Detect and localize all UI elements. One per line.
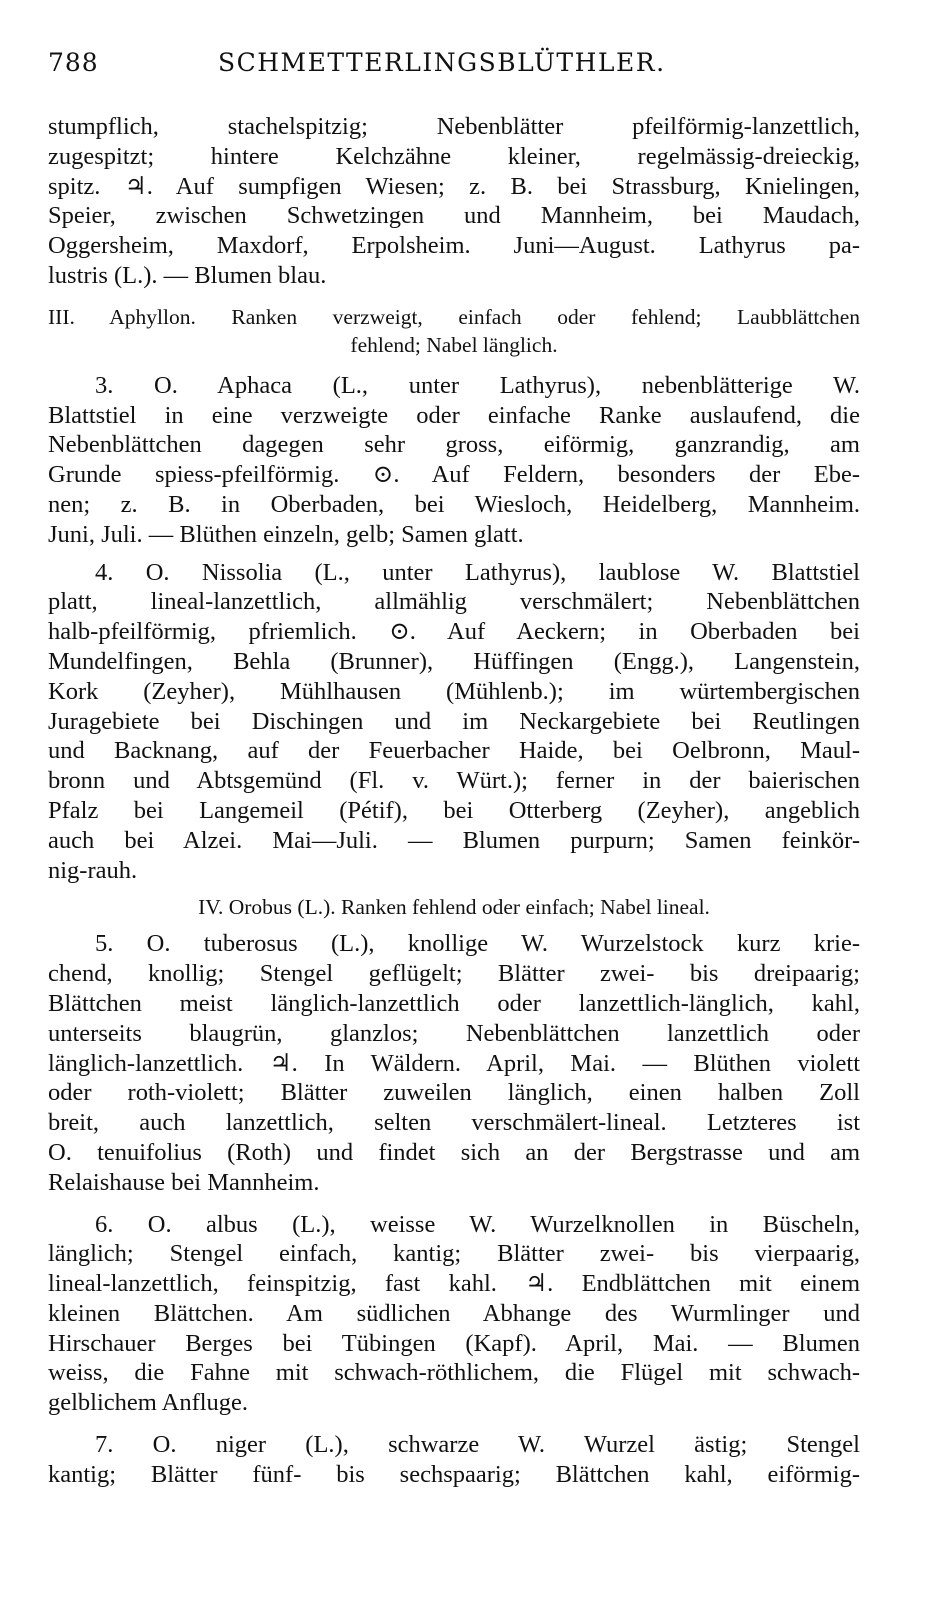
text-line: chend, knollig; Stengel geflügelt; Blätter zwei- bis dreipaarig; — [48, 960, 860, 988]
text-line: Relaishause bei Mannheim. — [48, 1168, 320, 1196]
text-line: Blättchen meist länglich-lanzettlich oder lanzettlich-länglich, kahl, — [48, 989, 860, 1017]
text-line: III. Aphyllon. Ranken verzweigt, einfach oder fehlend; Laubblättchen — [48, 304, 860, 329]
text-line: 6. O. albus (L.), weisse W. Wurzelknollen in Büscheln, — [95, 1210, 860, 1238]
text-line: Mundelfingen, Behla (Brunner), Hüffingen (Engg.), Langenstein, — [48, 647, 860, 675]
text-line: breit, auch lanzettlich, selten verschmälert-lineal. Letzteres ist — [48, 1109, 860, 1137]
page-body — [48, 112, 860, 1490]
page-number: 788 — [48, 48, 99, 77]
text-line: Speier, zwischen Schwetzingen und Mannheim, bei Maudach, — [48, 202, 860, 230]
text-line: 4. O. Nissolia (L., unter Lathyrus), laublose W. Blattstiel — [95, 558, 860, 586]
text-line: stumpflich, stachelspitzig; Nebenblätter pfeilförmig-lanzettlich, — [48, 113, 860, 140]
text-line: Kork (Zeyher), Mühlhausen (Mühlenb.); im würtembergischen — [48, 677, 860, 705]
text-line: Pfalz bei Langemeil (Pétif), bei Otterberg (Zeyher), angeblich — [48, 796, 860, 824]
text-line: Blattstiel in eine verzweigte oder einfache Ranke auslaufend, die — [48, 401, 860, 429]
text-line: kantig; Blätter fünf- bis sechspaarig; Blättchen kahl, eiförmig- — [48, 1460, 860, 1488]
paragraph-continuation — [48, 112, 860, 291]
text-line: spitz. ♃. Auf sumpfigen Wiesen; z. B. bei Strassburg, Knielingen, — [48, 172, 860, 200]
species-entry-albus — [48, 1210, 860, 1419]
text-line: bronn und Abtsgemünd (Fl. v. Würt.); ferner in der baierischen — [48, 767, 860, 795]
text-line: oder roth-violett; Blätter zuweilen länglich, einen halben Zoll — [48, 1079, 860, 1107]
text-line: 7. O. niger (L.), schwarze W. Wurzel ästig; Stengel — [95, 1431, 860, 1459]
text-line: IV. Orobus (L.). Ranken fehlend oder einfach; Nabel lineal. — [198, 895, 710, 920]
text-line: Grunde spiess-pfeilförmig. ⊙. Auf Feldern, besonders der Ebe- — [48, 461, 860, 489]
running-title: SCHMETTERLINGSBLÜTHLER. — [218, 48, 666, 77]
text-line: Hirschauer Berges bei Tübingen (Kapf). April, Mai. — Blumen — [48, 1329, 860, 1357]
text-line: gelblichem Anfluge. — [48, 1389, 249, 1417]
text-line: länglich-lanzettlich. ♃. In Wäldern. April, Mai. — Blüthen violett — [48, 1049, 860, 1077]
text-line: fehlend; Nabel länglich. — [350, 332, 558, 357]
text-line: platt, lineal-lanzettlich, allmählig verschmälert; Nebenblättchen — [48, 588, 860, 616]
species-entry-nissolia — [48, 558, 860, 886]
text-line: länglich; Stengel einfach, kantig; Blätter zwei- bis vierpaarig, — [48, 1240, 860, 1268]
text-line: 5. O. tuberosus (L.), knollige W. Wurzelstock kurz krie- — [95, 930, 860, 958]
species-entry-niger — [48, 1430, 860, 1490]
text-line: zugespitzt; hintere Kelchzähne kleiner, regelmässig-dreieckig, — [48, 142, 860, 170]
species-entry-aphaca — [48, 371, 860, 550]
text-line: Juni, Juli. — Blüthen einzeln, gelb; Samen glatt. — [48, 520, 524, 548]
text-line: O. tenuifolius (Roth) und findet sich an der Bergstrasse und am — [48, 1138, 860, 1166]
text-line: und Backnang, auf der Feuerbacher Haide, bei Oelbronn, Maul- — [48, 737, 860, 765]
text-line: weiss, die Fahne mit schwach-röthlichem, die Flügel mit schwach- — [48, 1359, 860, 1387]
species-entry-tuberosus — [48, 929, 860, 1197]
text-line: Nebenblättchen dagegen sehr gross, eiförmig, ganzrandig, am — [48, 431, 860, 459]
text-line: nen; z. B. in Oberbaden, bei Wiesloch, Heidelberg, Mannheim. — [48, 490, 860, 518]
text-line: halb-pfeilförmig, pfriemlich. ⊙. Auf Aeckern; in Oberbaden bei — [48, 618, 860, 646]
text-line: lustris (L.). — Blumen blau. — [48, 261, 327, 289]
section-heading-orobus — [48, 893, 860, 921]
text-line: Juragebiete bei Dischingen und im Neckargebiete bei Reutlingen — [48, 707, 860, 735]
text-line: nig-rauh. — [48, 856, 138, 884]
text-line: unterseits blaugrün, glanzlos; Nebenblättchen lanzettlich oder — [48, 1019, 860, 1047]
section-heading-aphyllon — [48, 303, 860, 359]
text-line: lineal-lanzettlich, feinspitzig, fast kahl. ♃. Endblättchen mit einem — [48, 1270, 860, 1298]
text-line: auch bei Alzei. Mai—Juli. — Blumen purpurn; Samen feinkör- — [48, 826, 860, 854]
text-line: 3. O. Aphaca (L., unter Lathyrus), nebenblätterige W. — [95, 371, 860, 399]
text-line: kleinen Blättchen. Am südlichen Abhange des Wurmlinger und — [48, 1299, 860, 1327]
text-line: Oggersheim, Maxdorf, Erpolsheim. Juni—August. Lathyrus pa- — [48, 232, 860, 260]
